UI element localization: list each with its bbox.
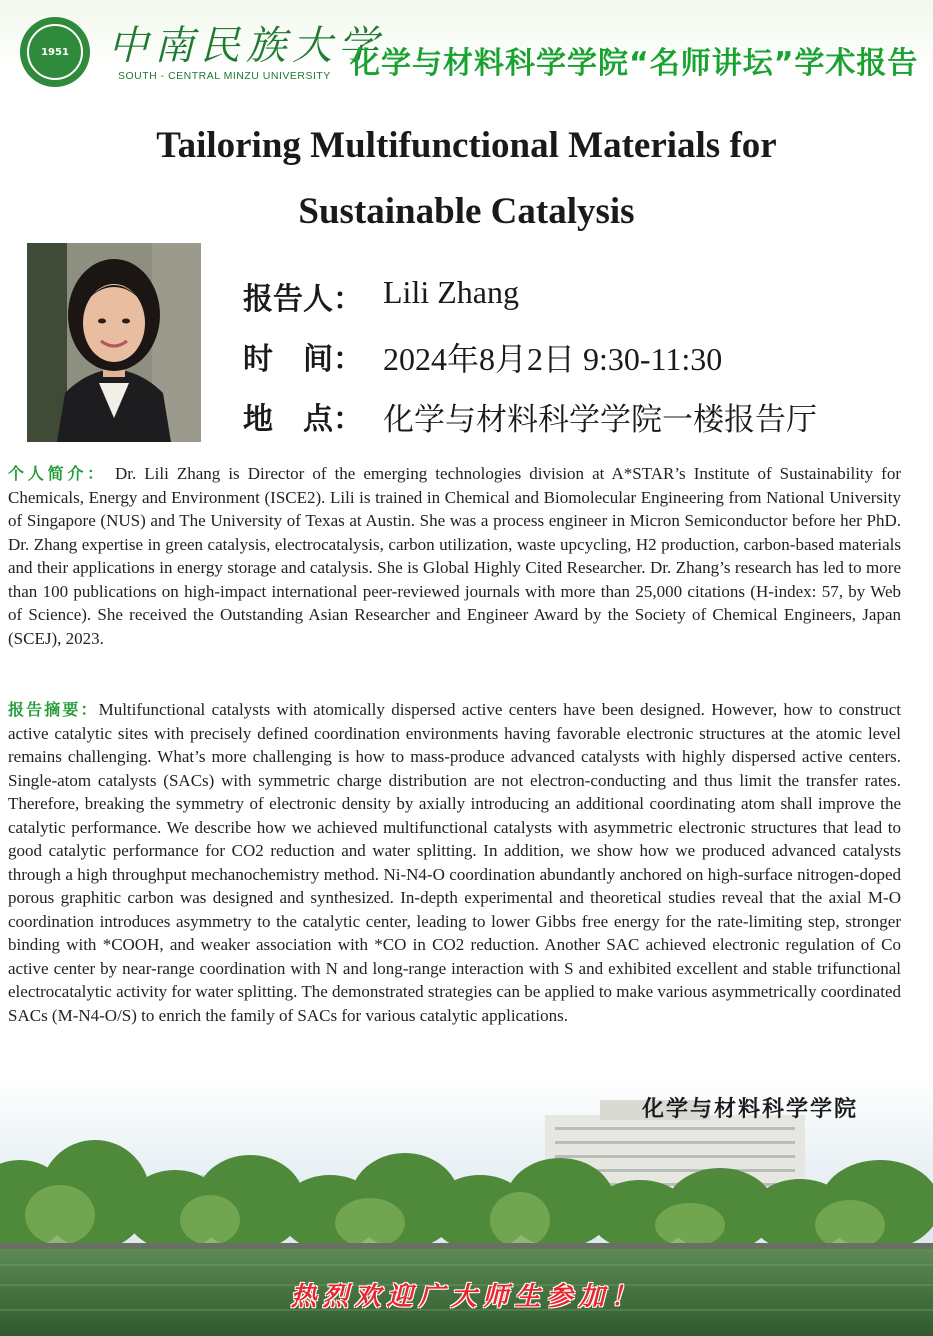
bio-heading: 个人简介： (8, 464, 107, 483)
speaker-bio (8, 462, 901, 650)
speaker-name: Lili Zhang (383, 274, 519, 310)
place-label: 地 点： (243, 402, 363, 437)
bio-text: Dr. Lili Zhang is Director of the emerging technologies division at A*STAR’s Institute of Sustainability for Chemicals, Energy and Environment (ISCE2). Lili is trained in Chemical and Biomolecular Engineering from National University of Singapore (NUS) and The University of Texas at Austin. She was a process engineer in Micron Semiconductor before her PhD. Dr. Zhang expertise in green catalysis, electrocatalysis, carbon utilization, waste upcycling, H2 production, carbon-based materials and their applications in energy storage and catalysis. She is Global Highly Cited Researcher. Dr. Zhang’s research has led to more than 100 publications on high-impact international peer-reviewed journals with more than 25,000 citations (H-index: 57, by Web of Science). She received the Outstanding Asian Researcher and Engineer Award by the Society of Chemical Engineers, Japan (SCEJ), 2023. (8, 464, 901, 648)
university-name-cn: 中南民族大学 (108, 23, 384, 69)
talk-abstract (8, 698, 901, 1027)
time-label: 时 间： (243, 342, 363, 377)
abstract-text: Multifunctional catalysts with atomically dispersed active centers have been designed. However, how to construct active catalytic sites with precisely defined coordination environments having favorable electronic structures at the atomic level remains challenging. What’s more challenging is how to mass-produce advanced catalysts with highly dispersed active centers. Single-atom catalysts (SACs) with symmetric charge distribution are not electron-conducting and thus limit the transfer rates. Therefore, breaking the symmetry of electronic density by axially introducing an additional coordinating atom shall improve the catalytic performance. We describe how we achieved multifunctional catalysts with asymmetric electronic structures that lead to good catalytic performance for CO2 reduction and water splitting. In addition, we show how we produced advanced catalysts through a high throughput mechanochemistry method. Ni-N4-O coordination abundantly anchored on high-surface nitrogen-doped porous graphitic carbon was designed and synthesized. In-depth experimental and theoretical studies reveal that the axial M-O coordination introduces asymmetry to the catalytic center, leading to lower Gibbs free energy for the rate-limiting step, stronger binding with *COOH, and weaker association with *CO in CO2 reduction. Another SAC achieved electronic regulation of Co active center by near-range coordination with N and long-range interaction with S and exhibited excellent and stable trifunctional electrocatalytic activity for water splitting. The demonstrated strategies can be applied to make various asymmetrically coordinated SACs (M-N4-O/S) to enrich the family of SACs for various catalytic applications. (8, 700, 901, 1025)
university-name-en: SOUTH - CENTRAL MINZU UNIVERSITY (118, 70, 331, 82)
talk-title-line-2: Sustainable Catalysis (298, 191, 635, 232)
school-name: 化学与材料科学学院 (642, 1097, 859, 1122)
university-logo (20, 17, 90, 87)
time-value: 2024年8月2日 9:30-11:30 (383, 341, 723, 377)
speaker-label: 报告人： (243, 282, 363, 317)
speaker-portrait-illustration (27, 243, 201, 442)
lecture-series-title: 化学与材料科学学院“名师讲坛”学术报告 (350, 46, 919, 81)
speaker-photo (27, 243, 201, 442)
welcome-slogan: 热烈欢迎广大师生参加！ (290, 1282, 643, 1312)
place-value: 化学与材料科学学院一楼报告厅 (383, 402, 817, 438)
talk-title-line-1: Tailoring Multifunctional Materials for (156, 125, 777, 166)
abstract-heading: 报告摘要： (8, 700, 99, 719)
university-logo-seal: 1951 (27, 24, 83, 80)
talk-title (60, 113, 873, 245)
